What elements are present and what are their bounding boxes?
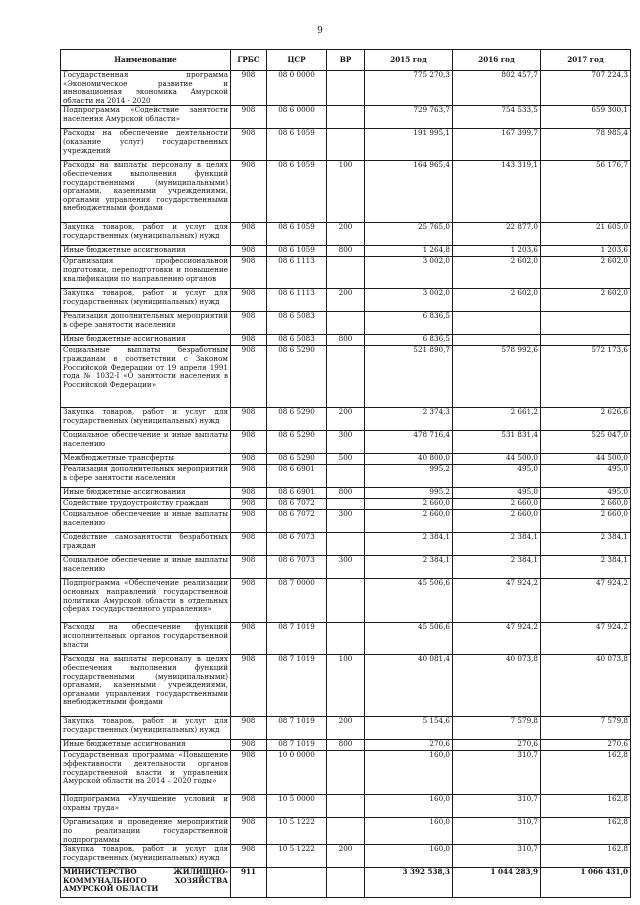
row-vr: 100 (327, 161, 365, 223)
row-name: Реализация дополнительных мероприятий в сфере занятости населения (61, 312, 231, 335)
row-2016: 2 660,0 (453, 499, 541, 510)
row-vr (327, 751, 365, 795)
row-2015: 521 890,7 (365, 346, 453, 408)
row-vr (327, 257, 365, 289)
table-row (61, 717, 631, 740)
row-csr: 08 6 7072 (267, 499, 327, 510)
row-grbs: 908 (231, 129, 267, 161)
table-row (61, 795, 631, 818)
header-vr: ВР (327, 50, 365, 71)
row-csr: 08 6 7072 (267, 510, 327, 533)
row-2015: 45 506,6 (365, 579, 453, 623)
row-2017: 2 626,6 (541, 408, 631, 431)
row-2016: 2 602,0 (453, 257, 541, 289)
row-csr: 08 6 6901 (267, 488, 327, 499)
row-2016: 2 661,2 (453, 408, 541, 431)
table-row (61, 106, 631, 129)
row-vr: 100 (327, 655, 365, 717)
row-2017: 2 384,1 (541, 533, 631, 556)
row-2016: 2 660,0 (453, 510, 541, 533)
row-vr (327, 795, 365, 818)
row-2017: 162,8 (541, 751, 631, 795)
row-name: Государственная программа «Повышение эффективности деятельности органов государственной власти и управления Амурской области на 2014 – 2020 годы» (61, 751, 231, 795)
row-grbs: 908 (231, 289, 267, 312)
row-grbs: 908 (231, 465, 267, 488)
row-2017: 162,8 (541, 818, 631, 845)
row-vr: 200 (327, 289, 365, 312)
row-2017: 659 300,1 (541, 106, 631, 129)
row-2016: 40 073,8 (453, 655, 541, 717)
row-vr: 300 (327, 431, 365, 454)
row-2016: 167 399,7 (453, 129, 541, 161)
table-row (61, 431, 631, 454)
row-vr (327, 499, 365, 510)
row-grbs: 908 (231, 717, 267, 740)
row-2016 (453, 335, 541, 346)
row-csr: 08 6 7073 (267, 556, 327, 579)
row-grbs: 908 (231, 845, 267, 868)
row-2015: 40 081,4 (365, 655, 453, 717)
row-name: Подпрограмма «Улучшение условий и охраны труда» (61, 795, 231, 818)
row-name: Социальное обеспечение и иные выплаты населению (61, 431, 231, 454)
header-2016: 2016 год (453, 50, 541, 71)
row-csr: 08 6 5083 (267, 335, 327, 346)
header-2017: 2017 год (541, 50, 631, 71)
row-2016: 531 831,4 (453, 431, 541, 454)
row-vr: 500 (327, 454, 365, 465)
row-grbs: 908 (231, 556, 267, 579)
table-row (61, 257, 631, 289)
row-name: Реализация дополнительных мероприятий в сфере занятости населения (61, 465, 231, 488)
row-name: Межбюджетные трансферты (61, 454, 231, 465)
row-2015: 40 800,0 (365, 454, 453, 465)
row-csr: 08 6 6901 (267, 465, 327, 488)
row-2017: 47 924,2 (541, 579, 631, 623)
row-2017: 495,0 (541, 465, 631, 488)
row-2016: 1 044 283,9 (453, 868, 541, 898)
row-vr: 800 (327, 488, 365, 499)
row-2017: 2 660,0 (541, 510, 631, 533)
row-2017: 572 173,6 (541, 346, 631, 408)
row-name: Иные бюджетные ассигнования (61, 740, 231, 751)
row-2017: 7 579,8 (541, 717, 631, 740)
table-row (61, 623, 631, 655)
row-2016: 2 602,0 (453, 289, 541, 312)
row-csr: 08 0 0000 (267, 71, 327, 106)
row-2016: 495,0 (453, 465, 541, 488)
row-2015: 5 154,6 (365, 717, 453, 740)
row-grbs: 908 (231, 751, 267, 795)
row-csr: 08 7 1019 (267, 740, 327, 751)
row-2017: 44 500,0 (541, 454, 631, 465)
row-grbs: 908 (231, 431, 267, 454)
row-2016: 47 924,2 (453, 579, 541, 623)
row-2015: 775 270,3 (365, 71, 453, 106)
row-2017: 2 602,0 (541, 289, 631, 312)
row-vr (327, 533, 365, 556)
row-csr: 08 6 1059 (267, 129, 327, 161)
table-row (61, 346, 631, 408)
row-2016: 310,7 (453, 818, 541, 845)
row-2017 (541, 335, 631, 346)
header-name: Наименование (61, 50, 231, 71)
table-row (61, 868, 631, 898)
row-grbs: 908 (231, 257, 267, 289)
row-name: Государственная программа «Экономическое развитие и инновационная экономика Амурской области на 2014 - 2020 (61, 71, 231, 106)
row-2016 (453, 312, 541, 335)
row-vr (327, 106, 365, 129)
row-csr: 08 6 5290 (267, 431, 327, 454)
row-2015: 3 002,0 (365, 289, 453, 312)
table-row (61, 246, 631, 257)
table-row (61, 510, 631, 533)
row-vr: 800 (327, 740, 365, 751)
row-vr (327, 129, 365, 161)
row-csr: 08 6 1113 (267, 257, 327, 289)
row-name: Расходы на выплаты персоналу в целях обеспечения выполнения функций государственными (муниципальными) органами, казенными учреждениями, органами управления государственными внебюджетными фондами (61, 161, 231, 223)
row-2017: 2 660,0 (541, 499, 631, 510)
row-vr (327, 623, 365, 655)
table-row (61, 129, 631, 161)
row-grbs: 908 (231, 246, 267, 257)
row-2015: 3 392 538,3 (365, 868, 453, 898)
row-vr: 300 (327, 556, 365, 579)
row-grbs: 908 (231, 346, 267, 408)
row-name: Подпрограмма «Содействие занятости населения Амурской области» (61, 106, 231, 129)
row-vr: 200 (327, 717, 365, 740)
table-row (61, 751, 631, 795)
row-2015: 6 836,5 (365, 335, 453, 346)
table-row (61, 465, 631, 488)
row-2016: 7 579,8 (453, 717, 541, 740)
row-grbs: 908 (231, 223, 267, 246)
row-vr: 300 (327, 510, 365, 533)
row-name: Социальные выплаты безработным гражданам в соответствии с Законом Российской Федерации от 19 апреля 1991 года № 1032-I «О занятости населения в Российской Федерации» (61, 346, 231, 408)
row-2016: 310,7 (453, 751, 541, 795)
table-row (61, 845, 631, 868)
row-2017: 1 203,6 (541, 246, 631, 257)
row-grbs: 908 (231, 488, 267, 499)
row-2015: 25 765,0 (365, 223, 453, 246)
row-grbs: 908 (231, 454, 267, 465)
row-2015: 6 836,5 (365, 312, 453, 335)
row-vr: 200 (327, 845, 365, 868)
row-name: Закупка товаров, работ и услуг для государственных (муниципальных) нужд (61, 223, 231, 246)
row-csr: 08 6 5290 (267, 346, 327, 408)
row-2016: 310,7 (453, 795, 541, 818)
row-vr: 200 (327, 408, 365, 431)
table-row (61, 335, 631, 346)
row-2017: 270,6 (541, 740, 631, 751)
row-2017: 162,8 (541, 845, 631, 868)
table-row (61, 223, 631, 246)
table-row (61, 161, 631, 223)
table-row (61, 289, 631, 312)
row-csr: 10 5 0000 (267, 795, 327, 818)
row-vr (327, 579, 365, 623)
row-2016: 2 384,1 (453, 556, 541, 579)
table-row (61, 740, 631, 751)
row-2015: 2 384,1 (365, 556, 453, 579)
row-2017: 525 047,0 (541, 431, 631, 454)
row-grbs: 908 (231, 408, 267, 431)
row-grbs: 908 (231, 533, 267, 556)
row-2015: 1 264,8 (365, 246, 453, 257)
row-2015: 2 384,1 (365, 533, 453, 556)
row-2016: 802 457,7 (453, 71, 541, 106)
row-grbs: 908 (231, 510, 267, 533)
row-2016: 2 384,1 (453, 533, 541, 556)
row-csr: 08 6 5083 (267, 312, 327, 335)
row-2017: 707 224,3 (541, 71, 631, 106)
row-csr: 08 6 1059 (267, 246, 327, 257)
row-grbs: 908 (231, 161, 267, 223)
row-name: МИНИСТЕРСТВО ЖИЛИЩНО-КОММУНАЛЬНОГО ХОЗЯЙСТВА АМУРСКОЙ ОБЛАСТИ (61, 868, 231, 898)
row-csr: 08 7 1019 (267, 623, 327, 655)
row-2016: 22 877,0 (453, 223, 541, 246)
row-name: Расходы на обеспечение деятельности (оказание услуг) государственных учреждений (61, 129, 231, 161)
row-vr (327, 868, 365, 898)
row-2017: 495,0 (541, 488, 631, 499)
row-2016: 1 203,6 (453, 246, 541, 257)
row-2015: 478 716,4 (365, 431, 453, 454)
table-header-row (61, 50, 631, 71)
row-grbs: 908 (231, 335, 267, 346)
header-2015: 2015 год (365, 50, 453, 71)
page-number: 9 (317, 26, 323, 36)
row-grbs: 908 (231, 71, 267, 106)
row-grbs: 911 (231, 868, 267, 898)
table-row (61, 655, 631, 717)
row-csr (267, 868, 327, 898)
row-2017: 21 605,0 (541, 223, 631, 246)
row-csr: 08 6 7073 (267, 533, 327, 556)
row-2016: 44 500,0 (453, 454, 541, 465)
row-2016: 270,6 (453, 740, 541, 751)
row-2016: 754 533,5 (453, 106, 541, 129)
row-grbs: 908 (231, 623, 267, 655)
row-vr (327, 346, 365, 408)
row-name: Иные бюджетные ассигнования (61, 488, 231, 499)
row-csr: 10 5 1222 (267, 845, 327, 868)
row-name: Социальное обеспечение и иные выплаты населению (61, 510, 231, 533)
row-csr: 08 6 1113 (267, 289, 327, 312)
row-name: Расходы на обеспечение функций исполнительных органов государственной власти (61, 623, 231, 655)
row-name: Расходы на выплаты персоналу в целях обеспечения выполнения функций государственными (муниципальными) органами, казенными учреждениями, органами управления государственными внебюджетными фондами (61, 655, 231, 717)
row-name: Закупка товаров, работ и услуг для государственных (муниципальных) нужд (61, 845, 231, 868)
table-row (61, 579, 631, 623)
row-csr: 10 0 0000 (267, 751, 327, 795)
row-grbs: 908 (231, 312, 267, 335)
row-2017: 40 073,8 (541, 655, 631, 717)
row-grbs: 908 (231, 818, 267, 845)
table-row (61, 818, 631, 845)
row-name: Социальное обеспечение и иные выплаты населению (61, 556, 231, 579)
row-2017: 1 066 431,0 (541, 868, 631, 898)
row-2015: 45 506,6 (365, 623, 453, 655)
row-name: Иные бюджетные ассигнования (61, 335, 231, 346)
table-row (61, 408, 631, 431)
row-vr: 800 (327, 335, 365, 346)
header-csr: ЦСР (267, 50, 327, 71)
row-2017: 56 176,7 (541, 161, 631, 223)
header-grbs: ГРБС (231, 50, 267, 71)
row-2015: 191 995,1 (365, 129, 453, 161)
budget-table (60, 49, 631, 898)
row-csr: 08 6 5290 (267, 454, 327, 465)
row-2017: 2 384,1 (541, 556, 631, 579)
row-name: Подпрограмма «Обеспечение реализации основных направлений государственной политики Амурской области в отдельных сферах государственного управления» (61, 579, 231, 623)
row-2016: 495,0 (453, 488, 541, 499)
row-2017: 78 985,4 (541, 129, 631, 161)
row-csr: 08 6 0000 (267, 106, 327, 129)
row-vr (327, 818, 365, 845)
row-csr: 08 7 1019 (267, 655, 327, 717)
row-2016: 143 319,1 (453, 161, 541, 223)
row-2015: 2 660,0 (365, 510, 453, 533)
row-name: Организация профессиональной подготовки, переподготовки и повышение квалификации по направлению органов (61, 257, 231, 289)
row-vr (327, 71, 365, 106)
row-vr: 200 (327, 223, 365, 246)
row-grbs: 908 (231, 579, 267, 623)
row-2015: 729 763,7 (365, 106, 453, 129)
row-2015: 160,0 (365, 751, 453, 795)
row-2015: 2 374,3 (365, 408, 453, 431)
row-csr: 08 6 5290 (267, 408, 327, 431)
row-2017 (541, 312, 631, 335)
row-csr: 08 6 1059 (267, 223, 327, 246)
row-2015: 3 002,0 (365, 257, 453, 289)
row-csr: 08 6 1059 (267, 161, 327, 223)
table-row (61, 312, 631, 335)
row-2015: 160,0 (365, 795, 453, 818)
row-2015: 2 660,0 (365, 499, 453, 510)
row-2015: 995,2 (365, 465, 453, 488)
row-2016: 578 992,6 (453, 346, 541, 408)
row-name: Закупка товаров, работ и услуг для государственных (муниципальных) нужд (61, 408, 231, 431)
table-row (61, 556, 631, 579)
row-name: Закупка товаров, работ и услуг для государственных (муниципальных) нужд (61, 717, 231, 740)
row-grbs: 908 (231, 106, 267, 129)
row-2015: 270,6 (365, 740, 453, 751)
row-csr: 10 5 1222 (267, 818, 327, 845)
table-row (61, 71, 631, 106)
row-2015: 160,0 (365, 818, 453, 845)
row-2016: 310,7 (453, 845, 541, 868)
row-name: Содействие трудоустройству граждан (61, 499, 231, 510)
row-2017: 162,8 (541, 795, 631, 818)
row-csr: 08 7 1019 (267, 717, 327, 740)
row-2017: 2 602,0 (541, 257, 631, 289)
row-name: Организация и проведение мероприятий по реализации государственной подпрограммы (61, 818, 231, 845)
row-grbs: 908 (231, 499, 267, 510)
row-name: Иные бюджетные ассигнования (61, 246, 231, 257)
row-2015: 164 965,4 (365, 161, 453, 223)
row-2015: 160,0 (365, 845, 453, 868)
row-vr (327, 465, 365, 488)
row-csr: 08 7 0000 (267, 579, 327, 623)
row-name: Содействие самозанятости безработных граждан (61, 533, 231, 556)
row-grbs: 908 (231, 655, 267, 717)
row-2016: 47 924,2 (453, 623, 541, 655)
row-vr (327, 312, 365, 335)
table-row (61, 454, 631, 465)
table-row (61, 499, 631, 510)
row-name: Закупка товаров, работ и услуг для государственных (муниципальных) нужд (61, 289, 231, 312)
table-row (61, 533, 631, 556)
row-2015: 995,2 (365, 488, 453, 499)
row-grbs: 908 (231, 740, 267, 751)
row-2017: 47 924,2 (541, 623, 631, 655)
row-grbs: 908 (231, 795, 267, 818)
table-row (61, 488, 631, 499)
row-vr: 800 (327, 246, 365, 257)
